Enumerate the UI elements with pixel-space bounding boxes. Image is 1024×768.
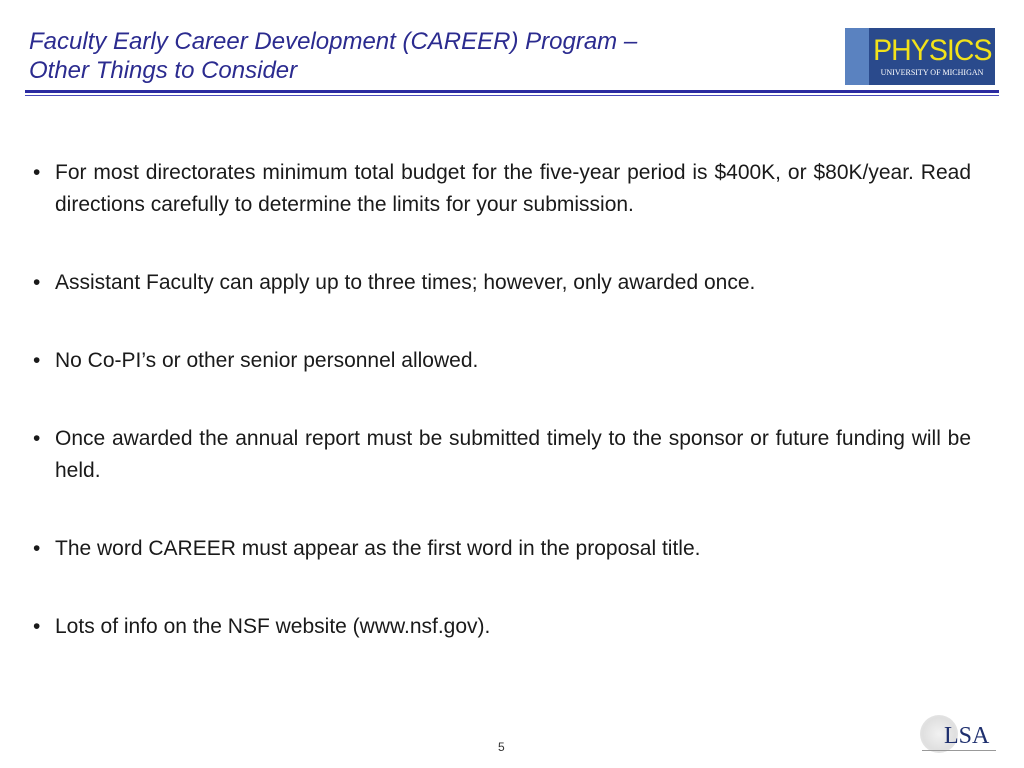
bullet-text: The word CAREER must appear as the first word in the proposal title.: [55, 537, 701, 560]
physics-logo: [845, 28, 995, 85]
bullet-item: [33, 423, 971, 487]
bullet-icon: •: [33, 161, 41, 184]
logo-stripe: [845, 28, 869, 85]
slide-title: [29, 27, 819, 85]
bullet-item: [33, 267, 971, 299]
slide-title-line-2: Other Things to Consider: [29, 57, 298, 84]
bullet-icon: •: [33, 615, 41, 638]
slide-title-line-1: Faculty Early Career Development (CAREER) Program –: [29, 28, 638, 55]
bullet-text: Lots of info on the NSF website (www.nsf.gov).: [55, 615, 491, 638]
physics-logo-word: PHYSICS: [872, 33, 992, 67]
bullet-icon: •: [33, 537, 41, 560]
bullet-list: [33, 157, 971, 689]
page-number: 5: [498, 740, 505, 754]
bullet-icon: •: [33, 349, 41, 372]
bullet-icon: •: [33, 271, 41, 294]
bullet-item: [33, 611, 971, 643]
bullet-icon: •: [33, 427, 41, 450]
physics-logo-subtitle: UNIVERSITY OF MICHIGAN: [880, 67, 984, 77]
bullet-item: [33, 533, 971, 565]
lsa-logo: [920, 715, 1000, 755]
bullet-item: [33, 345, 971, 377]
title-rule-thick: [25, 90, 999, 93]
lsa-logo-text: LSA: [944, 723, 990, 749]
title-rule-thin: [25, 95, 999, 96]
lsa-logo-underline: [922, 750, 996, 751]
bullet-text: For most directorates minimum total budget for the five-year period is $400K, or $80K/year. Read directions carefully to determine the limits for your submission.: [55, 161, 971, 216]
bullet-item: [33, 157, 971, 221]
bullet-text: No Co-PI’s or other senior personnel allowed.: [55, 349, 479, 372]
bullet-text: Assistant Faculty can apply up to three times; however, only awarded once.: [55, 271, 756, 294]
bullet-text: Once awarded the annual report must be submitted timely to the sponsor or future funding will be held.: [55, 427, 971, 482]
